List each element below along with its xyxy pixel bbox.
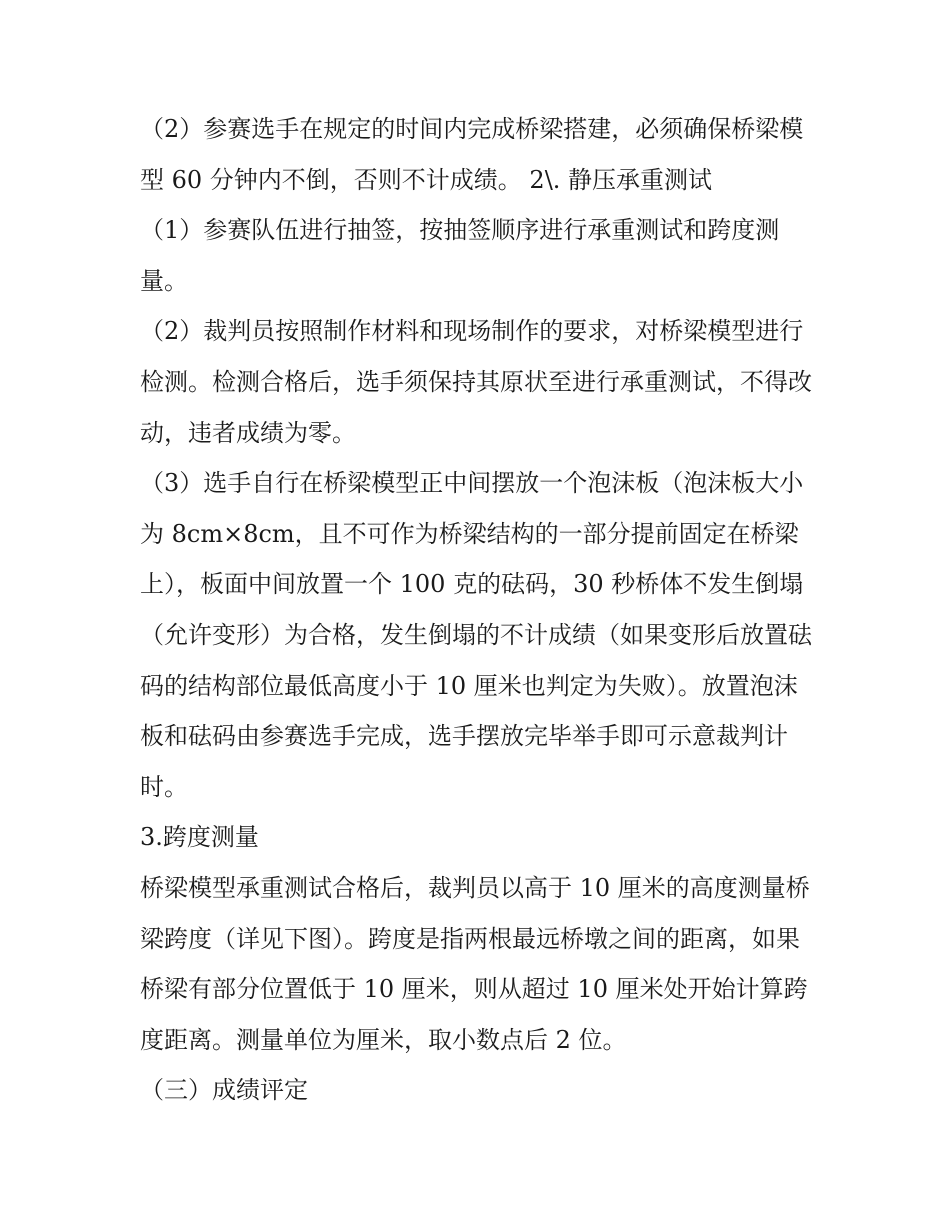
- paragraph-load-test-procedure: （3）选手自行在桥梁模型正中间摆放一个泡沫板（泡沫板大小为 8cm×8cm，且不可作为桥梁结构的一部分提前固定在桥梁上），板面中间放置一个 100 克的砝码，30 秒桥体不发生倒塌（允许变形）为合格，发生倒塌的不计成绩（如果变形后放置砝码的结构部位最低高度小于 10 厘米也判定为失败）。放置泡沫板和砝码由参赛选手完成，选手摆放完毕举手即可示意裁判计时。: [140, 469, 812, 801]
- paragraph-draw-lots: （1）参赛队伍进行抽签，按抽签顺序进行承重测试和跨度测量。: [140, 216, 780, 295]
- paragraph-referee-inspection: （2）裁判员按照制作材料和现场制作的要求，对桥梁模型进行检测。检测合格后，选手须保持其原状至进行承重测试，不得改动，违者成绩为零。: [140, 317, 812, 447]
- section-heading-scoring: （三）成绩评定: [140, 1076, 308, 1105]
- paragraph-span-measurement: 桥梁模型承重测试合格后，裁判员以高于 10 厘米的高度测量桥梁跨度（详见下图）。跨度是指两根最远桥墩之间的距离，如果桥梁有部分位置低于 10 厘米，则从超过 10 厘米处开始计算跨度距离。测量单位为厘米，取小数点后 2 位。: [140, 873, 810, 1054]
- section-heading-span-measurement: 3.跨度测量: [140, 823, 259, 852]
- document-body: [140, 104, 820, 1116]
- paragraph-bridge-build-rule: （2）参赛选手在规定的时间内完成桥梁搭建，必须确保桥梁模型 60 分钟内不倒，否则不计成绩。 2\. 静压承重测试: [140, 115, 804, 194]
